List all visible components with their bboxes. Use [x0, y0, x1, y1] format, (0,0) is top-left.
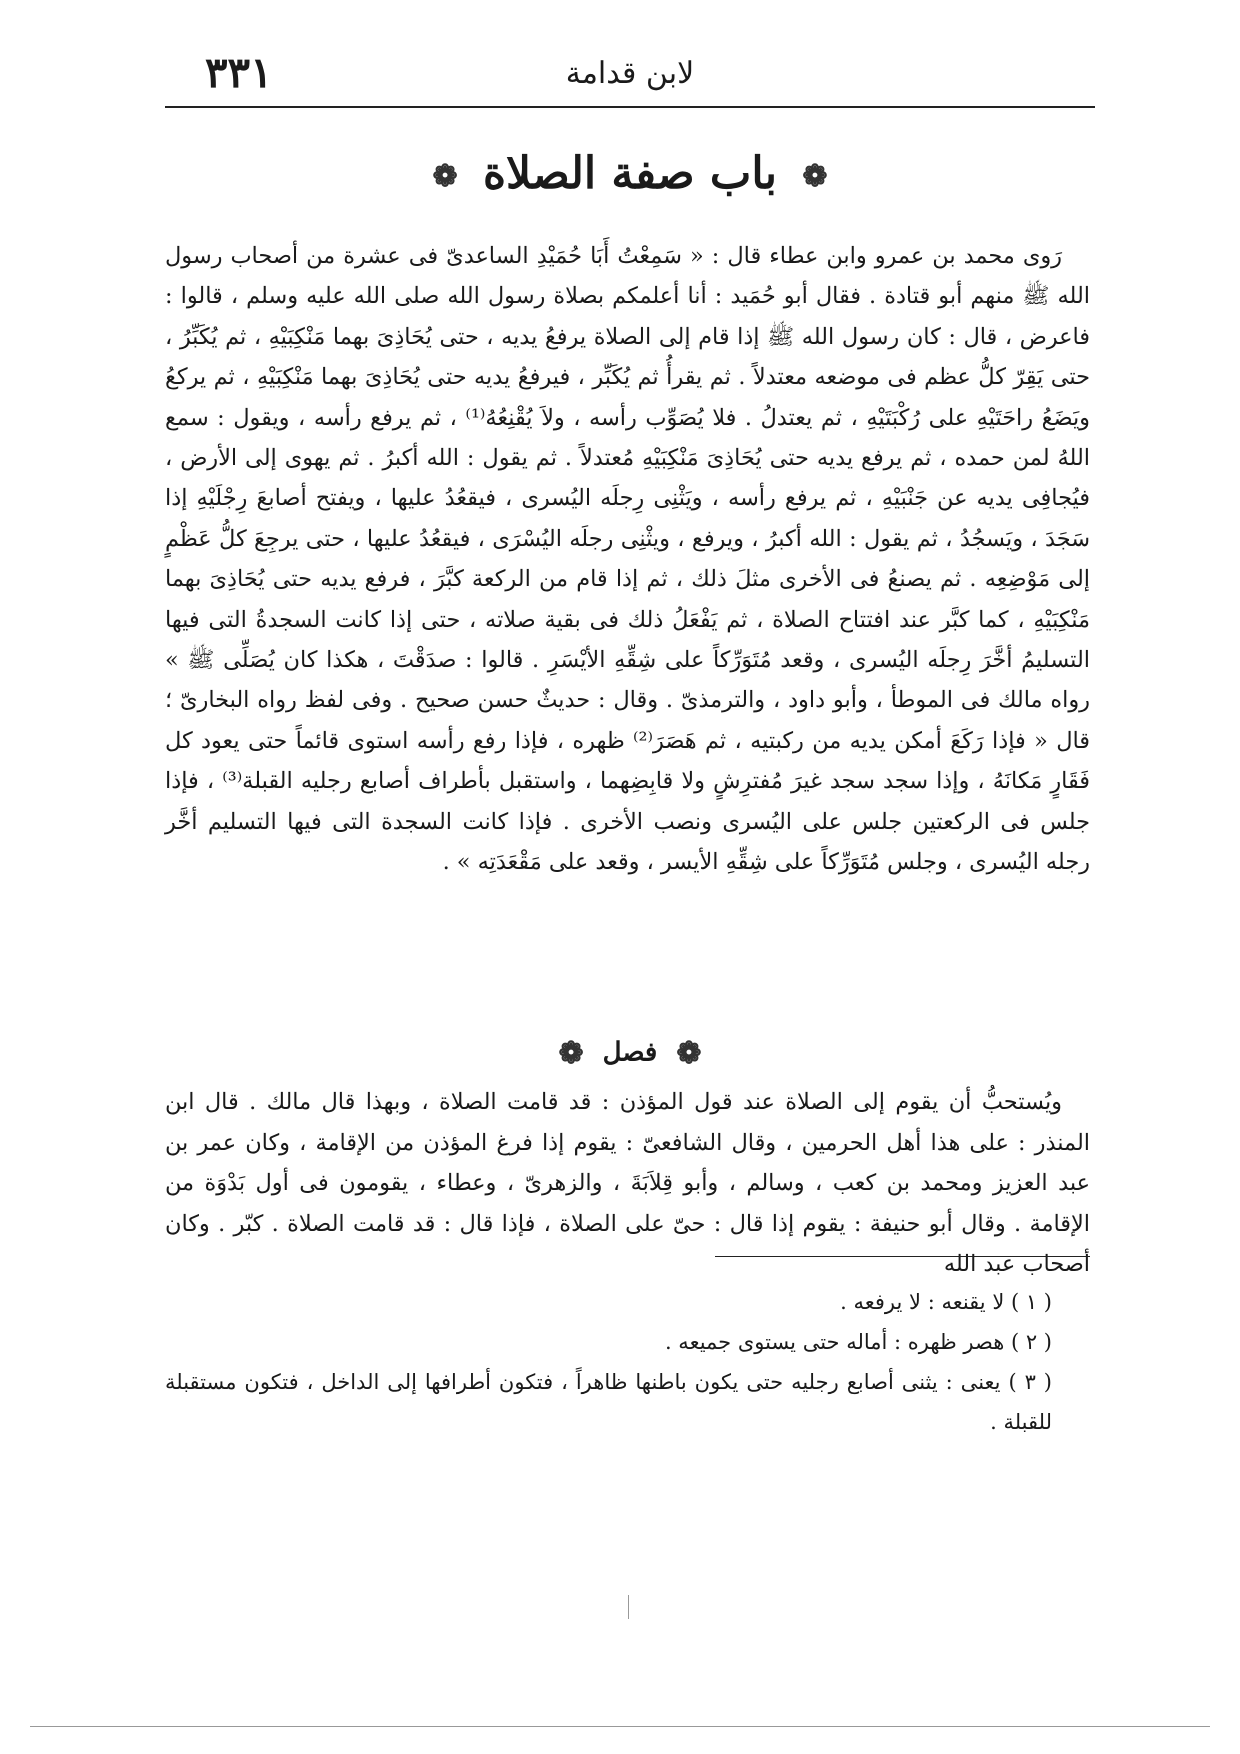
main-text [165, 236, 1090, 883]
paragraph: رَوى محمد بن عمرو وابن عطاء قال : « سَمِعْتُ أَبَا حُمَيْدِ الساعدىّ فى عشرة من أصحاب رسول الله ﷺ منهم أبو قتادة . فقال أبو حُمَيد : أنا أعلمكم بصلاة رسول الله صلى الله عليه وسلم ، قالوا : فاعرض ، قال : كان رسول الله ﷺ إذا قام إلى الصلاة يرفعُ يديه ، حتى يُحَاذِىَ بهما مَنْكِبَيْهِ ، ثم يُكَبِّرُ ، حتى يَقِرّ كلُّ عظم فى موضعه معتدلاً . ثم يقرأُ ثم يُكَبِّر ، فيرفعُ يديه حتى يُحَاذِىَ بهما مَنْكِبَيْهِ ، ثم يركعُ ويَضَعُ راحَتَيْهِ على رُكْبَتَيْهِ ، ثم يعتدلُ . فلا يُصَوِّب رأسه ، ولاَ يُقْنِعُهُ⁽¹⁾ ، ثم يرفع رأسه ، ويقول : سمع اللهُ لمن حمده ، ثم يرفع يديه حتى يُحَاذِىَ مَنْكِبَيْهِ مُعتدلاً . ثم يقول : الله أكبرُ . ثم يهوى إلى الأرض ، فيُجافِى يديه عن جَنْبَيْهِ ، ثم يرفع رأسه ، ويَثْنِى رِجلَه اليُسرى ، فيقعُدُ عليها ، ويفتح أصابعَ رِجْلَيْهِ إذا سَجَدَ ، ويَسجُدُ ، ثم يقول : الله أكبرُ ، ويرفع ، ويثْنِى رجلَه اليُسْرَى ، فيقعُدُ عليها ، حتى يرجِعَ كلُّ عَظْمٍ إلى مَوْضِعِه . ثم يصنعُ فى الأخرى مثلَ ذلك ، ثم إذا قام من الركعة كبَّرَ ، فرفع يديه حتى يُحَاذِىَ بهما مَنْكِبَيْهِ ، كما كبَّر عند افتتاح الصلاة ، ثم يَفْعَلُ ذلك فى بقية صلاته ، حتى إذا كانت السجدةُ التى فيها التسليمُ أخَّرَ رِجلَه اليُسرى ، وقعد مُتَوَرِّكاً على شِقِّهِ الأيْسَرِ . قالوا : صدَقْتَ ، هكذا كان يُصَلِّى ﷺ » رواه مالك فى الموطأ ، وأبو داود ، والترمذىّ . وقال : حديثٌ حسن صحيح . وفى لفظ رواه البخارىّ ؛ قال « فإذا رَكَعَ أمكن يديه من ركبتيه ، ثم هَصَرَ⁽²⁾ ظهره ، فإذا رفع رأسه استوى قائماً حتى يعود كل فَقَارٍ مَكانَهُ ، وإذا سجد سجد غيرَ مُفترِشٍ ولا قابِضِهما ، واستقبل بأطراف أصابع رجليه القبلة⁽³⁾ ، فإذا جلس فى الركعتين جلس على اليُسرى ونصب الأخرى . فإذا كانت السجدة التى فيها التسليم أخَّر رجله اليُسرى ، وجلس مُتَوَرِّكاً على شِقِّهِ الأيسر ، وقعد على مَقْعَدَتِه » . [165, 243, 1090, 876]
section-text [165, 1082, 1090, 1285]
header-rule [165, 106, 1095, 108]
paragraph: ويُستحبُّ أن يقوم إلى الصلاة عند قول المؤذن : قد قامت الصلاة ، وبهذا قال مالك . قال ابن المنذر : على هذا أهل الحرمين ، وقال الشافعىّ : يقوم إذا فرغ المؤذن من الإقامة ، وكان عمر بن عبد العزيز ومحمد بن كعب ، وسالم ، وأبو قِلاَبَةَ ، والزهرىّ ، وعطاء ، يقومون فى أول بَدْوَة من الإقامة . وقال أبو حنيفة : يقوم إذا قال : حىّ على الصلاة ، فإذا قال : قد قامت الصلاة . كبّر . وكان أصحاب عبد الله [165, 1089, 1090, 1277]
chapter-title: باب صفة الصلاة [482, 148, 777, 199]
running-title: لابن قدامة [565, 56, 695, 91]
ornament-right-icon: ❁ [676, 1036, 702, 1071]
footnote-2: ( ٢ ) هصر ظهره : أماله حتى يستوى جميعه . [664, 1330, 1052, 1354]
page-header [165, 48, 1095, 108]
section-heading [165, 1036, 1095, 1076]
scan-mark [628, 1595, 631, 1619]
page-number: ٣٣١ [205, 48, 273, 97]
footnotes [165, 1282, 1090, 1442]
ornament-left-icon: ❁ [432, 159, 458, 194]
section-title: فصل [602, 1037, 658, 1068]
chapter-heading [165, 148, 1095, 218]
ornament-right-icon: ❁ [802, 159, 828, 194]
scan-edge-line [30, 1726, 1210, 1727]
ornament-left-icon: ❁ [558, 1036, 584, 1071]
footnote-rule [715, 1256, 1090, 1257]
footnote-3: ( ٣ ) يعنى : يثنى أصابع رجليه حتى يكون باطنها ظاهراً ، فتكون أطرافها إلى الداخل ، فتكون مستقبلة للقبلة . [165, 1370, 1052, 1434]
footnote-1: ( ١ ) لا يقنعه : لا يرفعه . [840, 1290, 1052, 1314]
